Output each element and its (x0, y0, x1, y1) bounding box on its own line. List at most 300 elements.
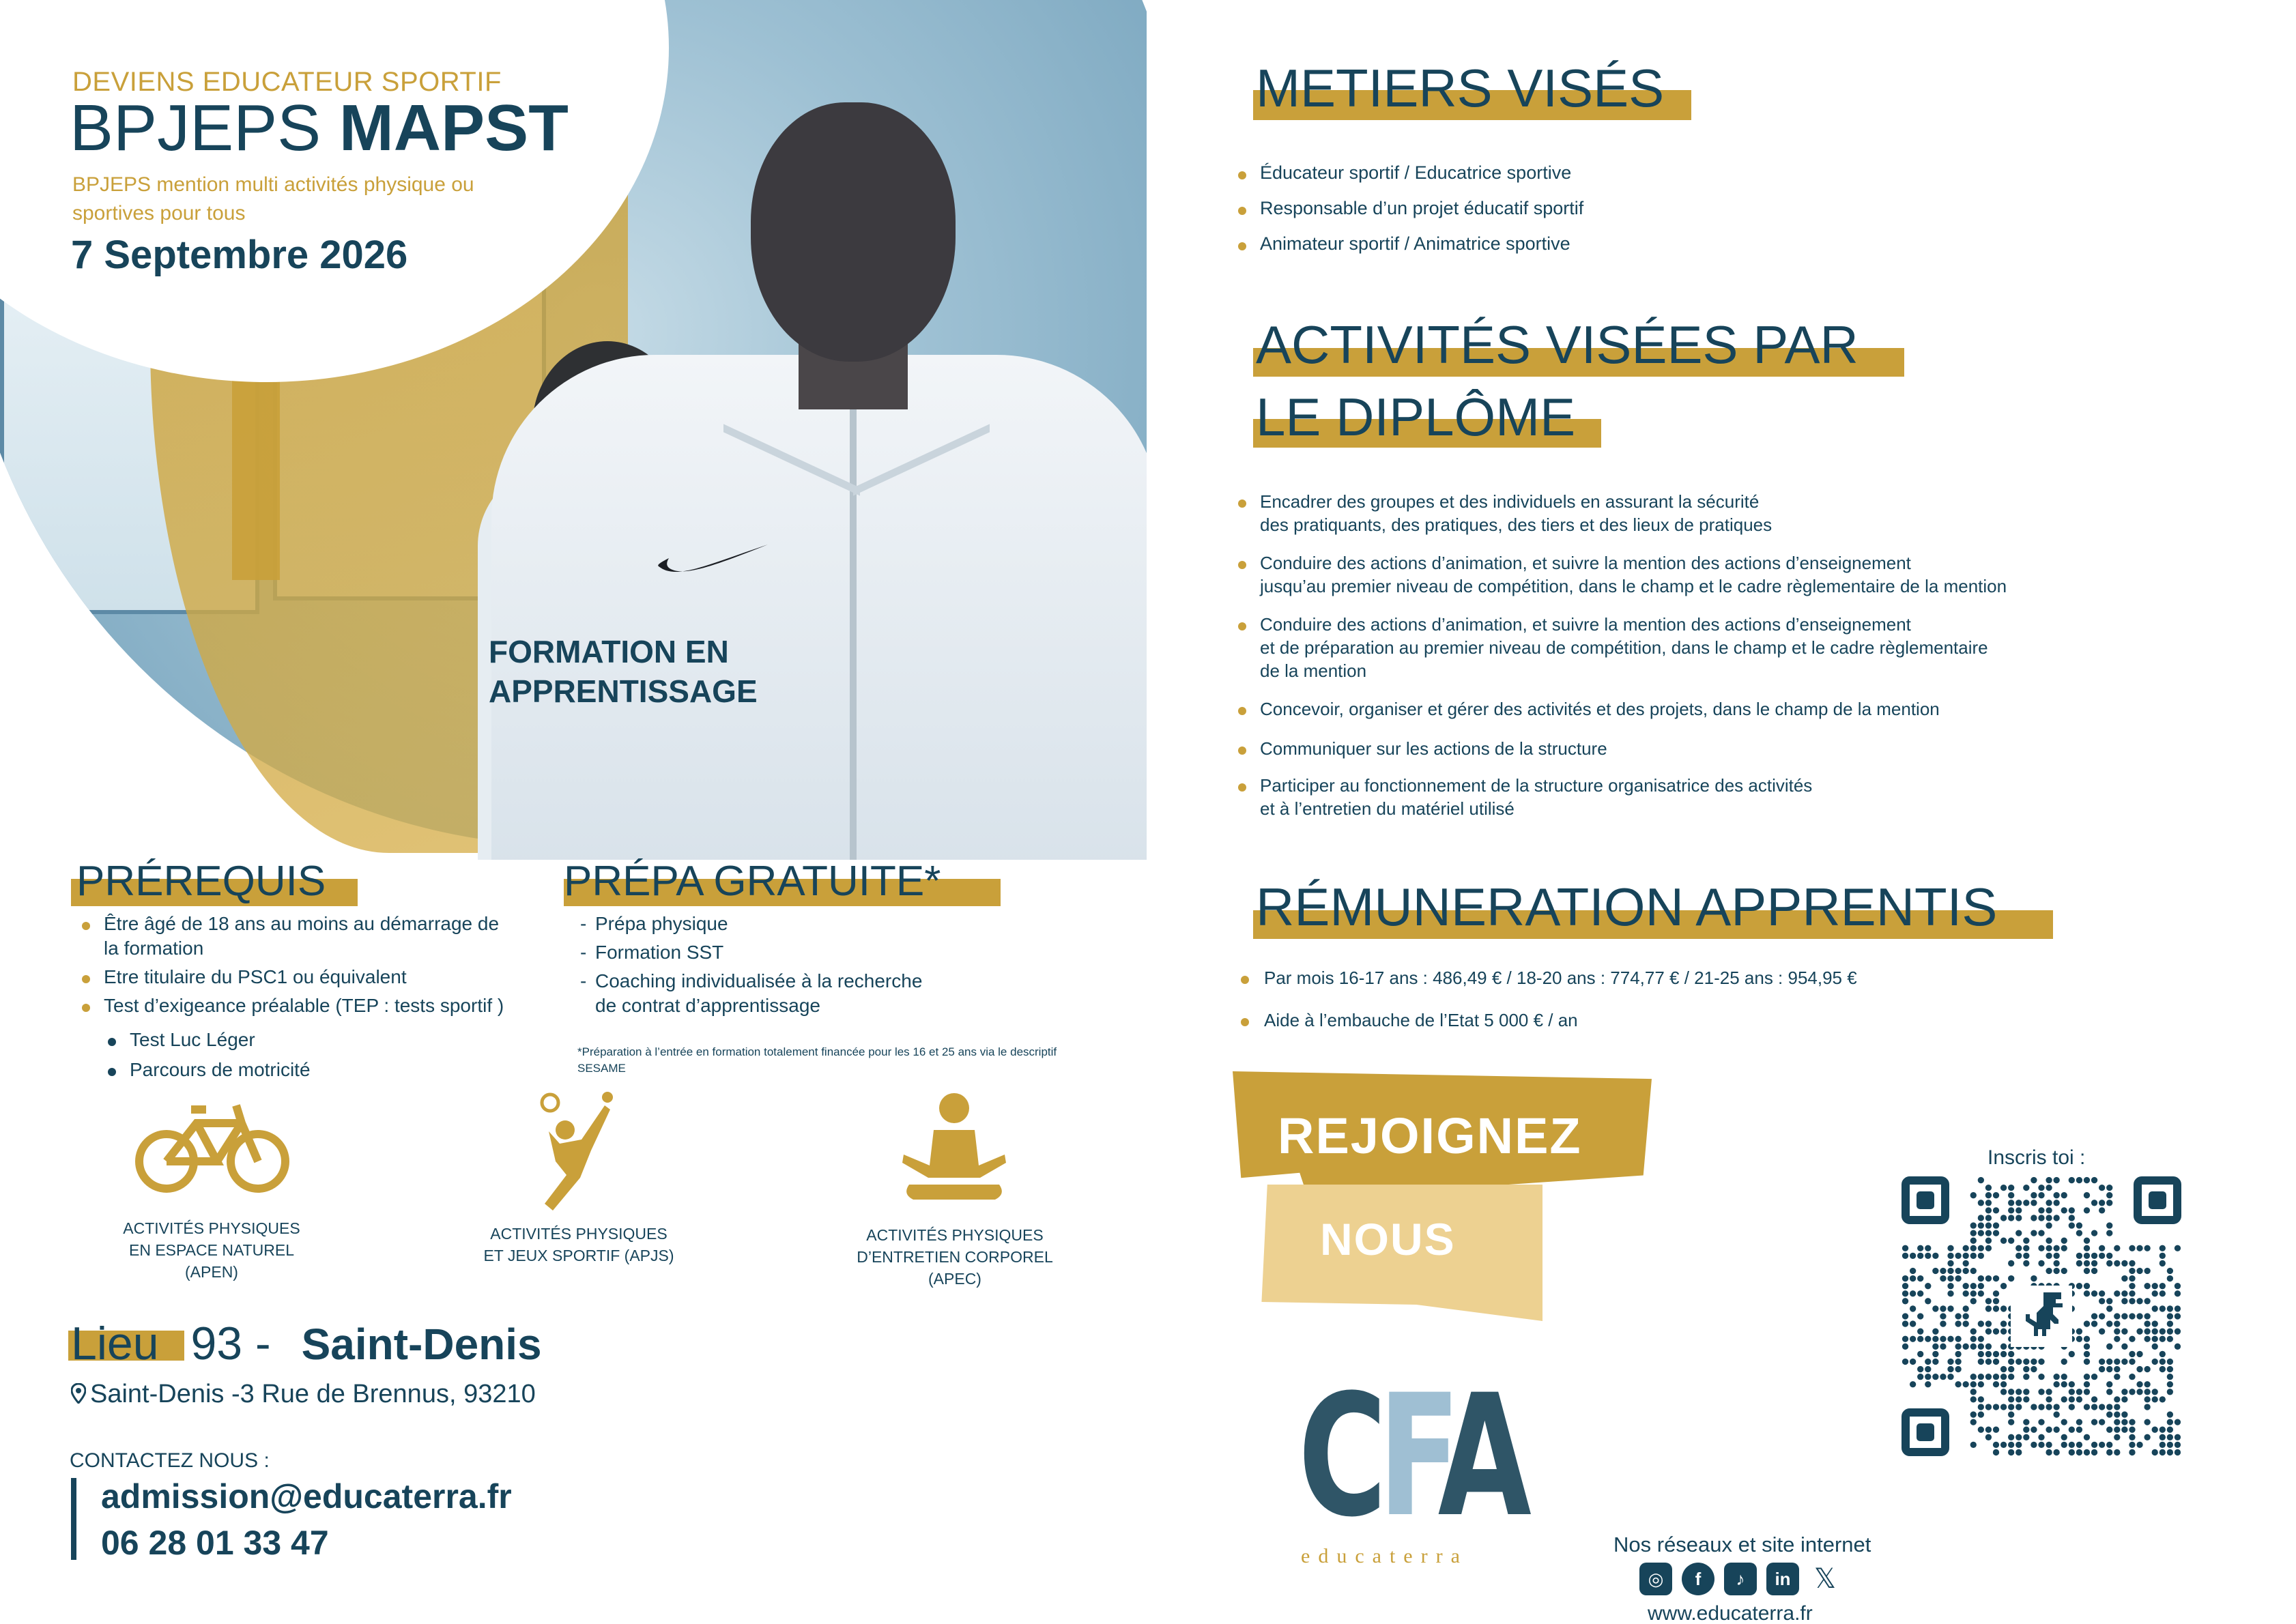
list-item (1238, 490, 2098, 536)
list-item-line: Communiquer sur les actions de la structure (1260, 738, 1607, 759)
qr-module (2061, 1207, 2067, 1213)
instagram-icon[interactable]: ◎ (1639, 1563, 1672, 1595)
qr-module (1947, 1253, 1953, 1259)
list-item: - Formation SST (580, 940, 962, 965)
facebook-icon[interactable]: f (1682, 1563, 1714, 1595)
qr-module (2121, 1389, 2127, 1395)
qr-module (2008, 1260, 2014, 1266)
qr-module (1963, 1260, 1969, 1266)
qr-module (2121, 1419, 2127, 1425)
qr-module (2159, 1290, 2166, 1296)
qr-module (1978, 1374, 1984, 1380)
qr-module (2144, 1313, 2150, 1319)
qr-module (1932, 1329, 1938, 1335)
qr-module (2076, 1260, 2082, 1266)
qr-module (2038, 1230, 2044, 1236)
swoosh-logo-icon (655, 539, 771, 580)
qr-module (2076, 1222, 2082, 1228)
qr-module (2167, 1275, 2173, 1281)
qr-module (1917, 1366, 1923, 1372)
qr-module (2076, 1329, 2082, 1335)
qr-module (2023, 1200, 2029, 1206)
qr-module (2099, 1298, 2105, 1304)
list-item: Etre titulaire du PSC1 ou équivalent (82, 965, 519, 989)
qr-module (1925, 1245, 1931, 1251)
activity-label-line: ACTIVITÉS PHYSIQUES (490, 1225, 668, 1243)
qr-module (2152, 1344, 2158, 1350)
qr-module (1978, 1290, 1984, 1296)
qr-module (2069, 1442, 2075, 1448)
qr-module (2106, 1381, 2112, 1387)
qr-module (1963, 1344, 1969, 1350)
qr-module (2167, 1268, 2173, 1274)
qr-module (2167, 1329, 2173, 1335)
qr-module (2114, 1359, 2120, 1365)
qr-module (2106, 1298, 2112, 1304)
qr-module (2015, 1200, 2022, 1206)
qr-module (2054, 1374, 2060, 1380)
qr-module (1978, 1253, 1984, 1259)
qr-module (2000, 1374, 2007, 1380)
qr-module (2106, 1253, 2112, 1259)
qr-module (2152, 1283, 2158, 1289)
qr-module (2129, 1449, 2135, 1455)
qr-module (1978, 1200, 1984, 1206)
list-item (1238, 737, 2098, 760)
qr-module (2091, 1419, 2097, 1425)
qr-module (2015, 1207, 2022, 1213)
qr-module (1970, 1442, 1977, 1448)
qr-module (2008, 1351, 2014, 1357)
qr-module (1925, 1283, 1931, 1289)
qr-module (2023, 1185, 2029, 1191)
qr-module (2015, 1253, 2022, 1259)
qr-module (2015, 1442, 2022, 1448)
qr-module (1985, 1222, 1992, 1228)
qr-module (2084, 1207, 2090, 1213)
qr-module (2008, 1207, 2014, 1213)
qr-module (1985, 1245, 1992, 1251)
qr-module (2175, 1305, 2181, 1311)
qr-label: Inscris toi : (1988, 1146, 2086, 1169)
hero-banner (0, 0, 1147, 860)
qr-module (2121, 1427, 2127, 1433)
qr-module (2175, 1313, 2181, 1319)
qr-module (2030, 1359, 2037, 1365)
qr-module (2106, 1427, 2112, 1433)
activites-list (1238, 490, 2098, 835)
qr-module (2069, 1404, 2075, 1410)
qr-module (2136, 1366, 2142, 1372)
activity-label-apec (829, 1224, 1081, 1290)
qr-module (1963, 1268, 1969, 1274)
qr-module (2008, 1366, 2014, 1372)
qr-module (2030, 1200, 2037, 1206)
list-item-line: Concevoir, organiser et gérer des activités et des projets, dans le champ de la mention (1260, 699, 1940, 719)
qr-module (2099, 1200, 2105, 1206)
qr-module (1985, 1359, 1992, 1365)
qr-module (2061, 1192, 2067, 1198)
qr-module (1917, 1313, 1923, 1319)
qr-module (1978, 1381, 1984, 1387)
qr-module (1940, 1336, 1946, 1342)
qr-module (2121, 1359, 2127, 1365)
qr-module (2084, 1336, 2090, 1342)
qr-module (2106, 1404, 2112, 1410)
list-item: Être âgé de 18 ans au moins au démarrage de la formation (82, 912, 519, 961)
qr-module (1955, 1275, 1961, 1281)
qr-module (2129, 1427, 2135, 1433)
qr-module (2038, 1434, 2044, 1440)
qr-module (1963, 1313, 1969, 1319)
qr-module (2159, 1359, 2166, 1365)
qr-module (1947, 1359, 1953, 1365)
qr-module (2091, 1449, 2097, 1455)
qr-module (2099, 1253, 2105, 1259)
ball-player-icon (539, 1090, 621, 1213)
qr-module (1955, 1351, 1961, 1357)
x-icon[interactable]: 𝕏 (1813, 1564, 1837, 1594)
activity-label-line: ACTIVITÉS PHYSIQUES (866, 1226, 1044, 1244)
location-label: Lieu (71, 1318, 159, 1369)
qr-module (1902, 1359, 1908, 1365)
list-item-line: et à l’entretien du matériel utilisé (1260, 798, 1515, 819)
qr-module (2023, 1389, 2029, 1395)
qr-module (2091, 1396, 2097, 1402)
qr-module (1985, 1351, 1992, 1357)
qr-module (2015, 1396, 2022, 1402)
qr-module (1970, 1238, 1977, 1244)
qr-module (1993, 1351, 1999, 1357)
qr-module (2069, 1381, 2075, 1387)
qr-module (1910, 1320, 1916, 1326)
qr-module (2136, 1381, 2142, 1387)
qr-module (1985, 1185, 1992, 1191)
qr-module (2000, 1329, 2007, 1335)
qr-module (2023, 1245, 2029, 1251)
qr-module (1932, 1253, 1938, 1259)
qr-module (1917, 1290, 1923, 1296)
qr-module (2159, 1336, 2166, 1342)
qr-module (2167, 1442, 2173, 1448)
qr-module (2159, 1305, 2166, 1311)
qr-module (1955, 1313, 1961, 1319)
qr-module (2084, 1253, 2090, 1259)
qr-module (2167, 1427, 2173, 1433)
qr-module (2046, 1222, 2052, 1228)
qr-module (1985, 1427, 1992, 1433)
qr-module (2000, 1404, 2007, 1410)
qr-module (2076, 1253, 2082, 1259)
qr-module (1955, 1359, 1961, 1365)
qr-module (2076, 1230, 2082, 1236)
qr-module (2159, 1283, 2166, 1289)
qr-module (1985, 1344, 1992, 1350)
qr-module (1970, 1411, 1977, 1417)
qr-module (2091, 1313, 2097, 1319)
qr-module (2046, 1449, 2052, 1455)
qr-module (2167, 1434, 2173, 1440)
list-item-line: des pratiquants, des pratiques, des tiers et des lieux de pratiques (1260, 514, 1773, 535)
formation-badge (489, 632, 758, 711)
meditation-icon (900, 1092, 1009, 1208)
qr-module (1993, 1442, 1999, 1448)
qr-module (2076, 1283, 2082, 1289)
location-city: Saint-Denis (301, 1320, 542, 1369)
cfa-logo-subtitle: educaterra (1301, 1545, 1468, 1567)
qr-module (2114, 1404, 2120, 1410)
qr-module (2091, 1442, 2097, 1448)
qr-module (2106, 1192, 2112, 1198)
qr-module (2054, 1268, 2060, 1274)
qr-module (2038, 1389, 2044, 1395)
qr-module (1932, 1305, 1938, 1311)
qr-module (1963, 1253, 1969, 1259)
linkedin-icon[interactable]: in (1766, 1563, 1799, 1595)
qr-module (1970, 1230, 1977, 1236)
qr-module (1947, 1290, 1953, 1296)
qr-module (2129, 1359, 2135, 1365)
qr-module (2008, 1396, 2014, 1402)
qr-module (2008, 1389, 2014, 1395)
qr-module (1955, 1381, 1961, 1387)
cfa-logo-letter: F (1378, 1359, 1438, 1554)
qr-module (2114, 1320, 2120, 1326)
qr-module (2129, 1336, 2135, 1342)
qr-module (2129, 1442, 2135, 1448)
qr-module (2038, 1185, 2044, 1191)
activity-label-line: ET JEUX SPORTIF (APJS) (483, 1247, 674, 1264)
qr-module (2144, 1419, 2150, 1425)
qr-module (2000, 1366, 2007, 1372)
cfa-logo (1298, 1359, 1523, 1554)
qr-module (2167, 1305, 2173, 1311)
qr-module (2084, 1344, 2090, 1350)
list-item (1238, 551, 2098, 598)
qr-module (2091, 1374, 2097, 1380)
qr-module (2038, 1419, 2044, 1425)
qr-module (2121, 1260, 2127, 1266)
qr-module (1902, 1320, 1908, 1326)
qr-module (2159, 1449, 2166, 1455)
qr-module (1947, 1366, 1953, 1372)
list-item: Éducateur sportif / Educatrice sportive (1238, 161, 1784, 184)
qr-module (1932, 1344, 1938, 1350)
qr-module (1902, 1298, 1908, 1304)
contact-email[interactable]: admission@educaterra.fr (101, 1477, 512, 1516)
qr-module (2061, 1359, 2067, 1365)
list-item: Test Luc Léger (108, 1028, 449, 1052)
qr-module (2175, 1442, 2181, 1448)
qr-module (2099, 1207, 2105, 1213)
qr-module (2121, 1411, 2127, 1417)
qr-module (2167, 1336, 2173, 1342)
cta-line-2[interactable]: NOUS (1320, 1214, 1456, 1264)
qr-module (1917, 1245, 1923, 1251)
qr-module (2167, 1313, 2173, 1319)
qr-module (2091, 1404, 2097, 1410)
qr-module (2084, 1351, 2090, 1357)
qr-module (1947, 1275, 1953, 1281)
location-heading (71, 1317, 542, 1370)
qr-module (2136, 1245, 2142, 1251)
qr-module (2046, 1427, 2052, 1433)
qr-module (1947, 1374, 1953, 1380)
qr-module (1970, 1374, 1977, 1380)
qr-module (1985, 1404, 1992, 1410)
athlete-head (751, 102, 956, 362)
qr-module (2069, 1351, 2075, 1357)
tiktok-icon[interactable]: ♪ (1724, 1563, 1757, 1595)
qr-module (1940, 1268, 1946, 1274)
qr-module (2054, 1200, 2060, 1206)
qr-module (2106, 1320, 2112, 1326)
qr-module (2084, 1177, 2090, 1183)
qr-module (2046, 1207, 2052, 1213)
qr-module (1970, 1336, 1977, 1342)
qr-module (1993, 1192, 1999, 1198)
formation-line-2: APPRENTISSAGE (489, 673, 758, 709)
qr-module (2144, 1404, 2150, 1410)
qr-module (1917, 1336, 1923, 1342)
qr-module (2084, 1449, 2090, 1455)
list-item-line: Conduire des actions d’animation, et suivre la mention des actions d’enseignement (1260, 553, 1911, 573)
qr-module (2054, 1215, 2060, 1221)
qr-module (2084, 1434, 2090, 1440)
remuneration-list (1241, 966, 2060, 1047)
qr-module (2159, 1396, 2166, 1402)
qr-code[interactable] (1902, 1176, 2181, 1456)
qr-module (2152, 1336, 2158, 1342)
qr-module (2152, 1305, 2158, 1311)
metiers-list (1238, 161, 1784, 267)
hero-title-bold: MAPST (339, 91, 569, 164)
qr-module (2144, 1329, 2150, 1335)
qr-module (2129, 1260, 2135, 1266)
qr-module (2136, 1268, 2142, 1274)
qr-module (2084, 1374, 2090, 1380)
list-item: Par mois 16-17 ans : 486,49 € / 18-20 ans : 774,77 € / 21-25 ans : 954,95 € (1241, 966, 2060, 989)
formation-line-1: FORMATION EN (489, 634, 729, 669)
qr-module (1947, 1268, 1953, 1274)
qr-module (2091, 1290, 2097, 1296)
qr-module (1963, 1283, 1969, 1289)
contact-phone[interactable]: 06 28 01 33 47 (101, 1524, 329, 1562)
qr-module (2084, 1268, 2090, 1274)
qr-module (2008, 1411, 2014, 1417)
qr-module (2121, 1396, 2127, 1402)
qr-module (1940, 1313, 1946, 1319)
website-link[interactable]: www.educaterra.fr (1648, 1602, 1813, 1624)
qr-module (2129, 1298, 2135, 1304)
qr-module (2015, 1245, 2022, 1251)
qr-module (2076, 1336, 2082, 1342)
qr-module (1970, 1419, 1977, 1425)
qr-module (2152, 1320, 2158, 1326)
qr-module (1947, 1336, 1953, 1342)
qr-module (2114, 1260, 2120, 1266)
qr-module (1993, 1275, 1999, 1281)
qr-module (1910, 1359, 1916, 1365)
qr-module (1970, 1253, 1977, 1259)
qr-module (1985, 1230, 1992, 1236)
qr-module (2152, 1427, 2158, 1433)
qr-module (2121, 1344, 2127, 1350)
qr-module (2091, 1320, 2097, 1326)
qr-module (2023, 1427, 2029, 1433)
hero-mention: BPJEPS mention multi activités physique ou sportives pour tous (72, 173, 474, 224)
qr-module (1978, 1359, 1984, 1365)
qr-module (2144, 1320, 2150, 1326)
list-item (1238, 774, 2098, 820)
qr-module (2106, 1411, 2112, 1417)
cta-line-1[interactable]: REJOIGNEZ (1278, 1107, 1582, 1164)
qr-module (1947, 1260, 1953, 1266)
qr-module (2175, 1344, 2181, 1350)
qr-module (2175, 1245, 2181, 1251)
qr-module (1932, 1351, 1938, 1357)
qr-module (2144, 1434, 2150, 1440)
qr-module (2106, 1230, 2112, 1236)
qr-module (1925, 1253, 1931, 1259)
qr-module (2167, 1374, 2173, 1380)
qr-module (2008, 1404, 2014, 1410)
qr-module (1978, 1396, 1984, 1402)
location-department: 93 - (190, 1318, 271, 1369)
qr-module (1985, 1238, 1992, 1244)
hero-date: 7 Septembre 2026 (71, 233, 408, 277)
qr-module (2084, 1283, 2090, 1289)
qr-module (2144, 1396, 2150, 1402)
qr-module (2008, 1215, 2014, 1221)
qr-finder (2134, 1176, 2181, 1224)
qr-module (2129, 1313, 2135, 1319)
qr-module (2099, 1404, 2105, 1410)
qr-module (1925, 1381, 1931, 1387)
qr-module (2008, 1200, 2014, 1206)
activity-label-line: D’ENTRETIEN CORPOREL (APEC) (857, 1248, 1053, 1288)
list-item-line: et de préparation au premier niveau de compétition, dans le champ et le cadre règlementaire (1260, 637, 1988, 658)
qr-module (2000, 1305, 2007, 1311)
qr-module (1940, 1305, 1946, 1311)
bicycle-icon (134, 1088, 291, 1197)
qr-module (2046, 1200, 2052, 1206)
qr-module (2167, 1411, 2173, 1417)
qr-module (2000, 1442, 2007, 1448)
qr-module (1993, 1374, 1999, 1380)
qr-module (1993, 1298, 1999, 1304)
qr-module (2106, 1389, 2112, 1395)
qr-module (2114, 1290, 2120, 1296)
qr-module (2167, 1389, 2173, 1395)
social-links (1639, 1563, 1841, 1595)
qr-module (1993, 1427, 1999, 1433)
qr-module (2000, 1389, 2007, 1395)
qr-module (2038, 1359, 2044, 1365)
qr-module (1940, 1320, 1946, 1326)
qr-module (1940, 1344, 1946, 1350)
qr-module (2008, 1185, 2014, 1191)
qr-module (2121, 1313, 2127, 1319)
qr-module (2030, 1192, 2037, 1198)
qr-module (2069, 1389, 2075, 1395)
dinosaur-icon (2011, 1286, 2072, 1347)
qr-module (1947, 1305, 1953, 1311)
qr-module (1947, 1283, 1953, 1289)
qr-module (2061, 1374, 2067, 1380)
qr-module (1932, 1336, 1938, 1342)
qr-module (2114, 1449, 2120, 1455)
